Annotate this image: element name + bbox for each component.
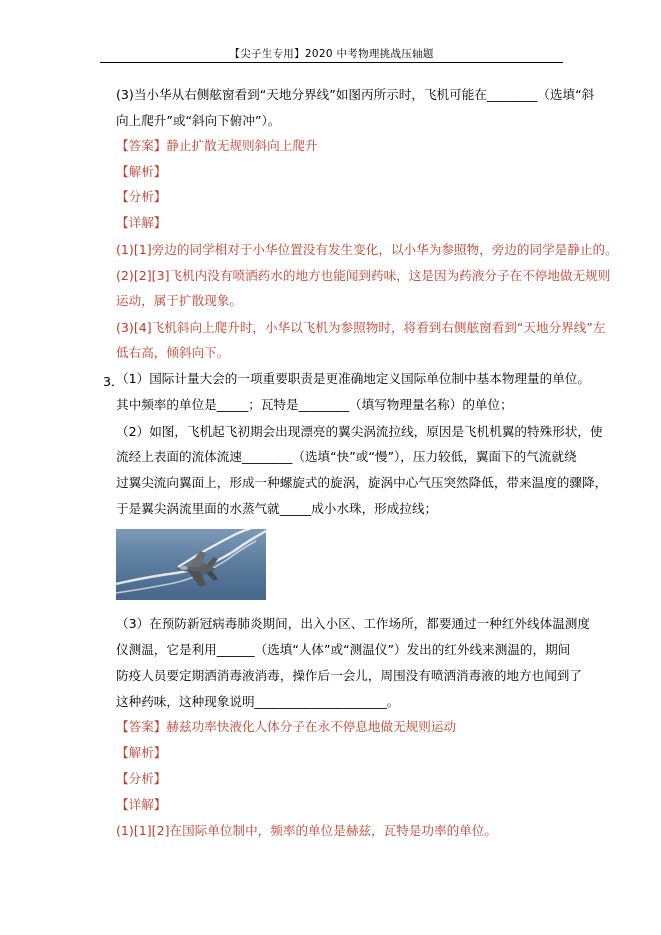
q3-line6: 于是翼尖涡流里面的水蒸气就_____成小水珠，形成拉线； (116, 501, 438, 516)
q3-line7: （3）在预防新冠病毒肺炎期间，出入小区、工作场所，都要通过一种红外线体温测度 (116, 616, 590, 631)
q3-line4: 流经上表面的流体流速________（选填“快”或“慢”），压力较低，翼面下的气流就绕 (116, 449, 577, 464)
detail-1: (1)[1]旁边的同学相对于小华位置没有发生变化，以小华为参照物，旁边的同学是静止的。 (116, 242, 618, 257)
q3-line10: 这种药味，这种现象说明_____________________。 (116, 694, 400, 709)
question-number: 3． (103, 374, 124, 389)
q3-line8: 仪测温，它是利用______（选填“人体”或“测温仪”）发出的红外线来测温的，期间 (116, 642, 571, 657)
fighter-jet-photo (116, 529, 266, 600)
q3-analysis-label: 【解析】 (116, 745, 167, 760)
xiangjie-label: 【详解】 (116, 215, 167, 230)
q3-line5: 过翼尖流向翼面上，形成一种螺旋式的旋涡，旋涡中心气压突然降低，带来温度的骤降， (116, 475, 608, 490)
jet-illustration (116, 529, 266, 600)
fenxi-label: 【分析】 (116, 189, 167, 204)
q3-line3: （2）如图，飞机起飞初期会出现漂亮的翼尖涡流拉线，原因是飞机机翼的特殊形状，使 (116, 424, 603, 439)
detail-2-line1: (2)[2][3]飞机内没有喷洒药水的地方也能闻到药味，这是因为药液分子在不停地做无规则 (116, 268, 611, 283)
detail-2-line2: 运动，属于扩散现象。 (116, 293, 242, 308)
analysis-label: 【解析】 (116, 164, 167, 179)
q3-fenxi-label: 【分析】 (116, 771, 167, 786)
header-divider (100, 62, 563, 63)
q3-answer: 【答案】赫兹功率快液化人体分子在永不停息地做无规则运动 (116, 719, 457, 734)
q3-detail-1: (1)[1][2]在国际单位制中，频率的单位是赫兹，瓦特是功率的单位。 (116, 823, 497, 838)
q3-part3-text-line1: (3)当小华从右侧舷窗看到“天地分界线”如图丙所示时，飞机可能在________（选填“斜 (116, 87, 595, 102)
q3-line1: （1）国际计量大会的一项重要职责是更准确地定义国际单位制中基本物理量的单位。 (116, 371, 590, 386)
detail-3-line1: (3)[4]飞机斜向上爬升时，小华以飞机为参照物时，将看到右侧舷窗看到“天地分界线”左 (116, 320, 606, 335)
q3-line2: 其中频率的单位是_____；瓦特是________（填写物理量名称）的单位； (116, 397, 513, 412)
q3-line9: 防疫人员要定期洒消毒液消毒，操作后一会儿，周围没有喷洒消毒液的地方也闻到了 (116, 668, 582, 683)
q3-part3-text-line2: 向上爬升”或“斜向下俯冲”）。 (116, 113, 281, 128)
detail-3-line2: 低右高，倾斜向下。 (116, 345, 230, 360)
page-header: 【尖子生专用】2020 中考物理挑战压轴题 (229, 48, 434, 60)
q3-xiangjie-label: 【详解】 (116, 797, 167, 812)
answer-line: 【答案】静止扩散无规则斜向上爬升 (116, 138, 318, 153)
